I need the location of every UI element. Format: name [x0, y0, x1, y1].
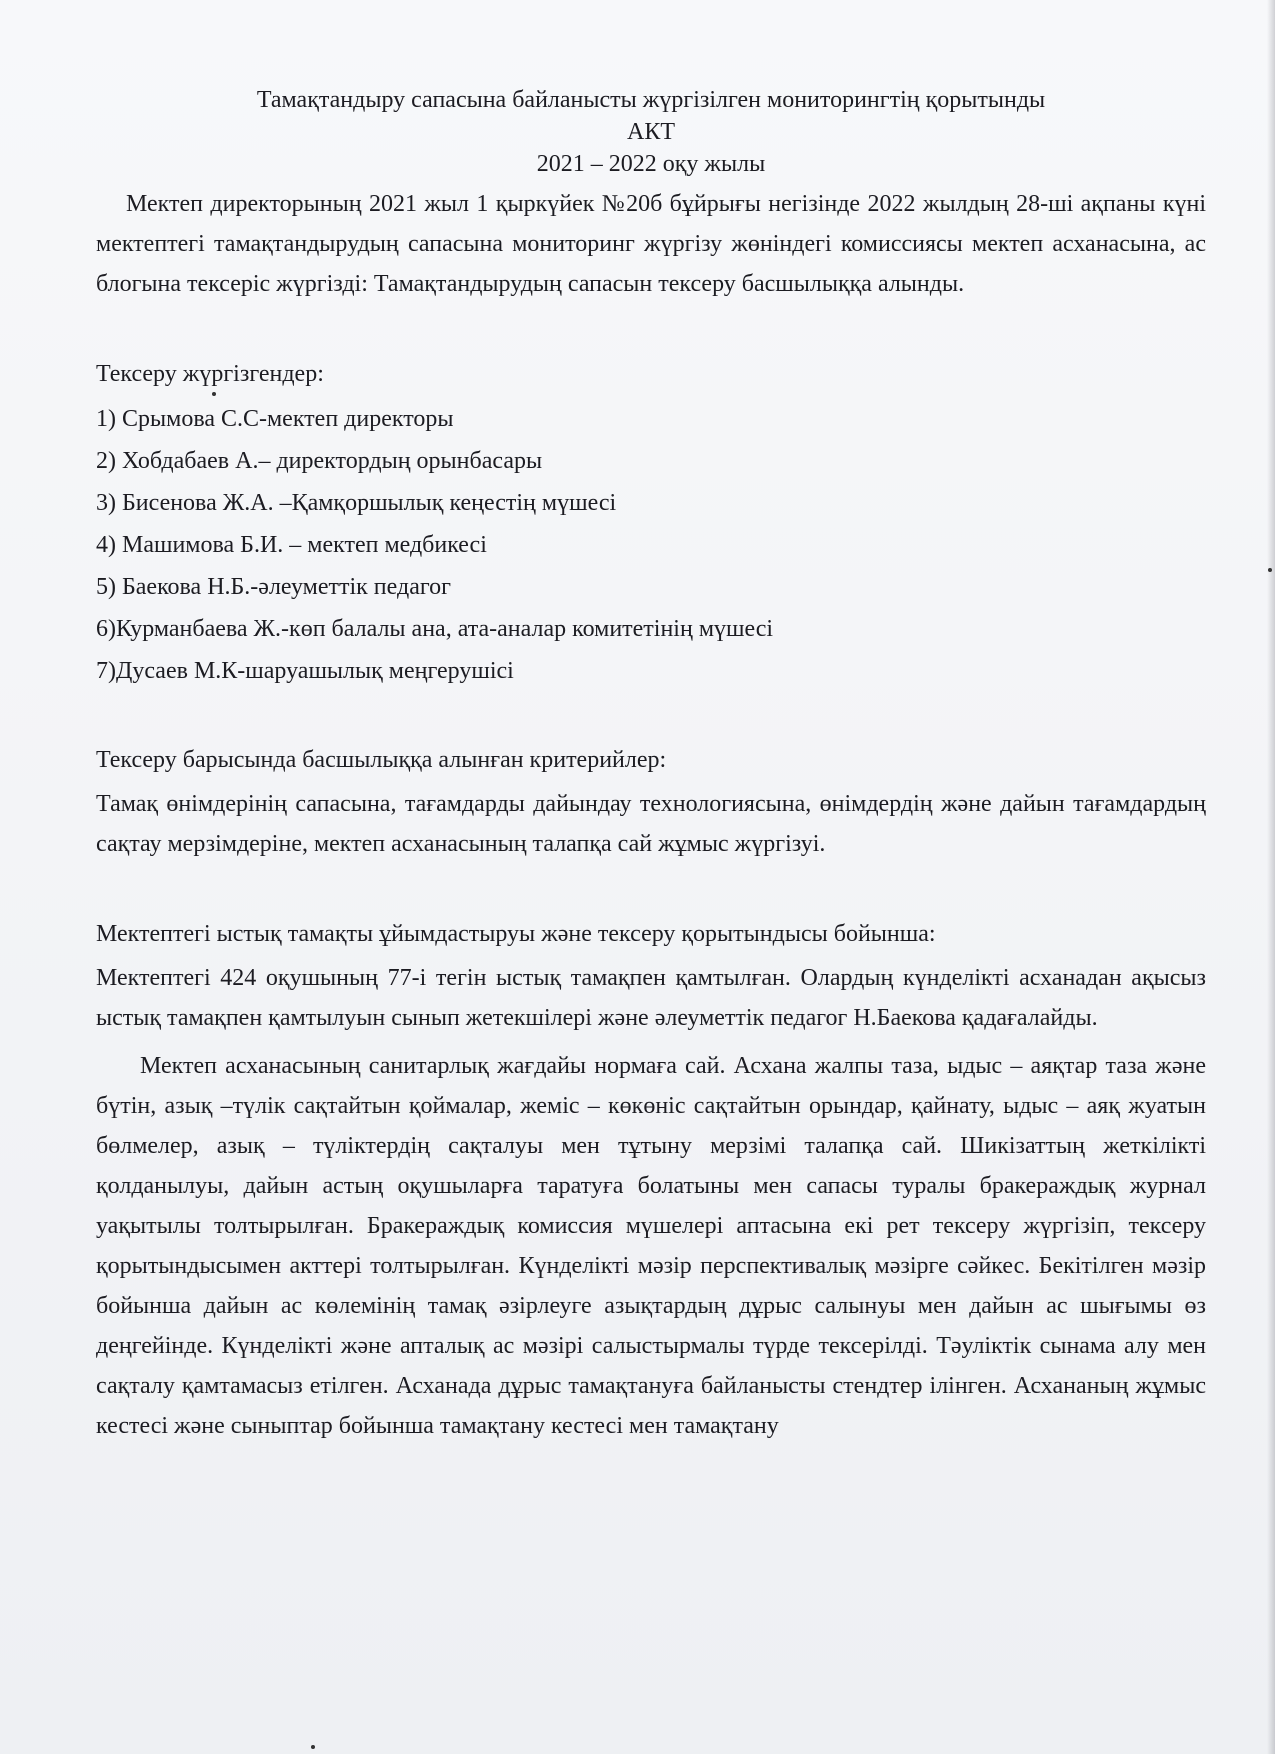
inspector-item: 7)Дусаев М.К-шаруашылық меңгерушісі: [96, 658, 514, 684]
document-title-line2: АКТ: [627, 119, 675, 145]
inspector-item: 4) Машимова Б.И. – мектеп медбикесі: [96, 532, 487, 558]
document-title-line3: 2021 – 2022 оқу жылы: [536, 151, 766, 177]
inspector-item: 5) Баекова Н.Б.-әлеуметтік педагог: [96, 574, 451, 600]
inspector-item: 1) Срымова С.С-мектеп директоры: [96, 406, 454, 432]
scan-speck: [1268, 568, 1272, 572]
inspector-item: 6)Курманбаева Ж.-көп балалы ана, ата-аналар комитетінің мүшесі: [96, 616, 774, 642]
spacer: [96, 692, 1206, 740]
inspectors-list: [96, 398, 1206, 692]
scan-speck: [311, 1745, 315, 1749]
inspector-item: 3) Бисенова Ж.А. –Қамқоршылық кеңестің мүшесі: [96, 490, 617, 516]
inspector-item: 2) Хобдабаев А.– директордың орынбасары: [96, 448, 543, 474]
sanitary-paragraph: Мектеп асханасының санитарлық жағдайы нормаға сай. Асхана жалпы таза, ыдыс – аяқтар таза және бүтін, азық –түлік сақтайтын қоймалар, жеміс – көкөніс сақтайтын орындар, қайнату, ыдыс – аяқ жуатын бөлмелер, азық – түліктердің сақталуы мен тұтыну мерзімі талапқа сай. Шикізаттың жеткілікті қолданылуы, дайын астың оқушыларға таратуға болатыны мен сапасы туралы бракераждық журнал уақытылы толтырылған. Бракераждық комиссия мүшелері аптасына екі рет тексеру жүргізіп, тексеру қорытындысымен акттері толтырылған. Күнделікті мәзір перспективалық мәзірге сәйкес. Бекітілген мәзір бойынша дайын ас көлемінің тамақ әзірлеуге азықтардың дұрыс салынуы мен дайын ас шығымы өз деңгейінде. Күнделікті және апталық ас мәзірі салыстырмалы түрде тексерілді. Тәуліктік сынама алу мен сақталу қамтамасыз етілген. Асханада дұрыс тамақтануға байланысты стендтер ілінген. Асхананың жұмыс кестесі және сыныптар бойынша тамақтану кестесі мен тамақтану: [96, 1053, 1206, 1439]
results-heading: Мектептегі ыстық тамақты ұйымдастыруы және тексеру қорытындысы бойынша:: [96, 921, 936, 947]
document-title-line1: Тамақтандыру сапасына байланысты жүргізілген мониторингтің қорытынды: [256, 87, 1046, 113]
inspectors-heading: Тексеру жүргізгендер:: [96, 361, 324, 387]
spacer: [96, 304, 1206, 354]
intro-paragraph: Мектеп директорының 2021 жыл 1 қыркүйек №20б бұйрығы негізінде 2022 жылдың 28-ші ақпаны күні мектептегі тамақтандырудың сапасына мониторинг жүргізу жөніндегі комиссиясы мектеп асханасына, ас блогына тексеріс жүргізді: Тамақтандырудың сапасын тексеру басшылыққа алынды.: [96, 191, 1206, 297]
criteria-heading: Тексеру барысында басшылыққа алынған критерийлер:: [96, 747, 667, 773]
document-body: [96, 84, 1206, 1446]
criteria-paragraph: Тамақ өнімдерінің сапасына, тағамдарды дайындау технологиясына, өнімдердің және дайын тағамдардың сақтау мерзімдеріне, мектеп асханасының талапқа сай жұмыс жүргізуі.: [96, 791, 1206, 857]
results-paragraph: Мектептегі 424 оқушының 77-і тегін ыстық тамақпен қамтылған. Олардың күнделікті асханадан ақысыз ыстық тамақпен қамтылуын сынып жетекшілері және әлеуметтік педагог Н.Баекова қадағалайды.: [96, 965, 1206, 1031]
page-edge-shadow: [1267, 0, 1275, 1754]
spacer: [96, 864, 1206, 914]
